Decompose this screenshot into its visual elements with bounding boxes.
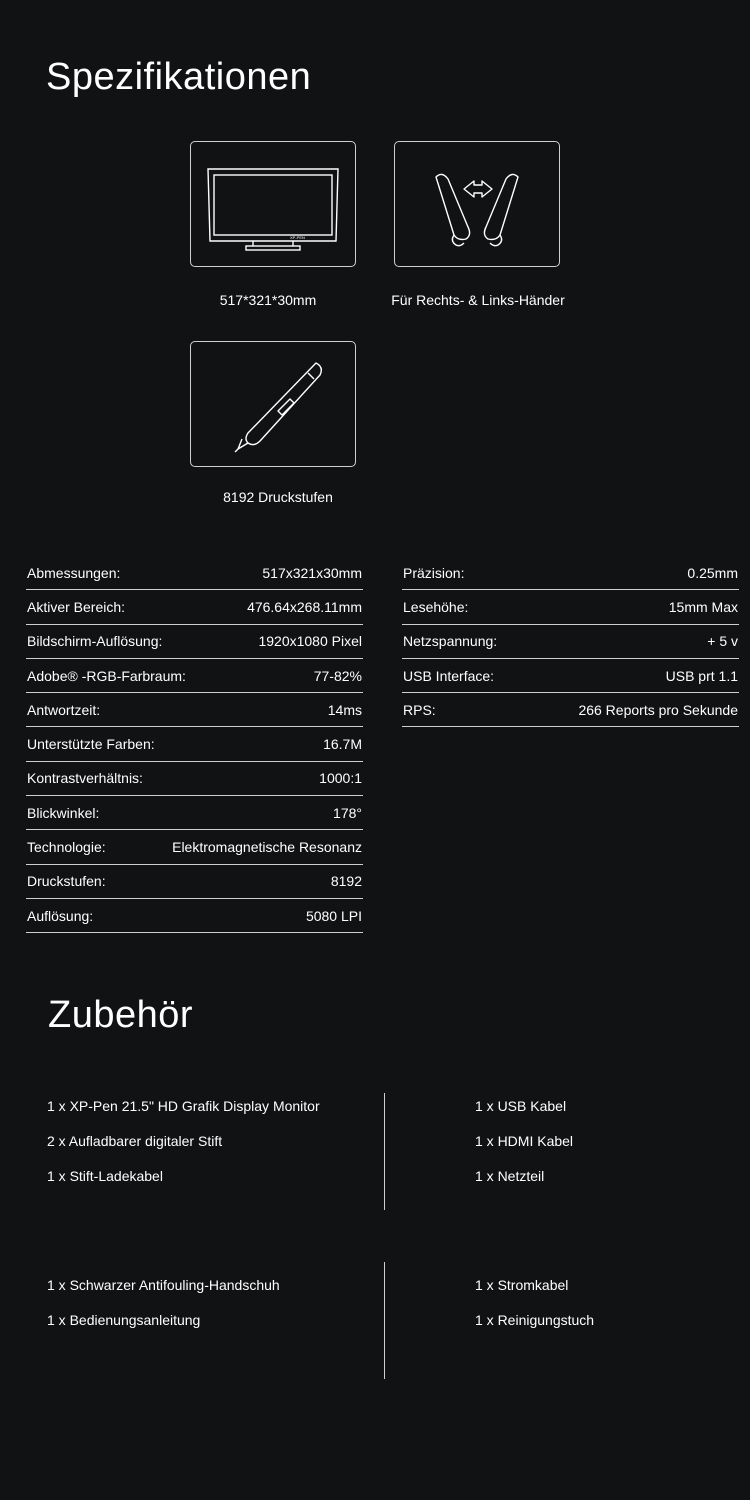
spec-table-right — [402, 556, 739, 727]
spec-value: 1000:1 — [319, 770, 362, 787]
spec-value: 5080 LPI — [305, 907, 362, 924]
spec-value: 14ms — [327, 701, 362, 718]
page-title: Spezifikationen — [46, 56, 312, 98]
accessories-list-left-1 — [47, 1094, 320, 1199]
feature-caption-handedness: Für Rechts- & Links-Händer — [391, 292, 565, 308]
left-right-hand-icon — [402, 149, 552, 259]
accessories-list-right-2 — [475, 1273, 594, 1343]
spec-table-left — [26, 556, 363, 933]
spec-value: 1920x1080 Pixel — [258, 633, 362, 650]
spec-row — [26, 865, 363, 899]
feature-card-dimensions — [190, 141, 356, 267]
spec-value: USB prt 1.1 — [665, 667, 738, 684]
spec-value: 476.64x268.11mm — [247, 598, 362, 615]
spec-row — [402, 556, 739, 590]
spec-label: Netzspannung: — [403, 633, 498, 650]
spec-label: RPS: — [403, 701, 436, 718]
spec-label: Unterstützte Farben: — [27, 736, 155, 753]
spec-label: Abmessungen: — [27, 564, 121, 581]
spec-row — [26, 625, 363, 659]
spec-label: Bildschirm-Auflösung: — [27, 633, 163, 650]
spec-row — [26, 659, 363, 693]
spec-row — [402, 590, 739, 624]
spec-label: Technologie: — [27, 839, 106, 856]
list-item: 1 x Schwarzer Antifouling-Handschuh — [47, 1277, 280, 1293]
spec-label: Adobe® -RGB-Farbraum: — [27, 667, 186, 684]
spec-value: 8192 — [330, 873, 362, 890]
spec-row — [26, 693, 363, 727]
feature-caption-dimensions: 517*321*30mm — [219, 292, 317, 308]
spec-row — [26, 590, 363, 624]
spec-value: Elektromagnetische Resonanz — [172, 839, 362, 856]
list-item: 1 x Stromkabel — [475, 1277, 569, 1293]
spec-row — [402, 625, 739, 659]
list-item: 1 x Netzteil — [475, 1168, 545, 1184]
spec-value: + 5 v — [707, 633, 738, 650]
spec-label: USB Interface: — [403, 667, 495, 684]
spec-value: 517x321x30mm — [262, 564, 362, 581]
spec-value: 15mm Max — [668, 598, 738, 615]
list-item: 1 x Bedienungsanleitung — [47, 1312, 201, 1328]
feature-card-pressure — [190, 341, 356, 467]
spec-row — [26, 830, 363, 864]
spec-value: 266 Reports pro Sekunde — [578, 701, 738, 718]
spec-label: Druckstufen: — [27, 873, 106, 890]
spec-row — [26, 762, 363, 796]
spec-row — [402, 693, 739, 727]
spec-label: Präzision: — [403, 564, 465, 581]
list-item: 1 x XP-Pen 21.5" HD Grafik Display Monitor — [47, 1098, 320, 1114]
spec-value: 16.7M — [323, 736, 362, 753]
accessories-title: Zubehör — [48, 994, 194, 1036]
spec-row — [26, 899, 363, 933]
pen-icon — [198, 349, 348, 459]
column-divider — [384, 1262, 385, 1379]
list-item: 1 x Stift-Ladekabel — [47, 1168, 163, 1184]
list-item: 1 x USB Kabel — [475, 1098, 567, 1114]
spec-value: 77-82% — [313, 667, 362, 684]
feature-card-handedness — [394, 141, 560, 267]
spec-row — [26, 727, 363, 761]
spec-value: 178° — [333, 804, 362, 821]
spec-value: 0.25mm — [687, 564, 738, 581]
spec-row — [26, 556, 363, 590]
spec-label: Blickwinkel: — [27, 804, 100, 821]
spec-label: Lesehöhe: — [403, 598, 469, 615]
spec-label: Kontrastverhältnis: — [27, 770, 143, 787]
list-item: 1 x Reinigungstuch — [475, 1312, 595, 1328]
feature-caption-pressure: 8192 Druckstufen — [223, 489, 333, 505]
svg-text:XP-PEN: XP-PEN — [290, 235, 305, 240]
list-item: 1 x HDMI Kabel — [475, 1133, 574, 1149]
spec-row — [402, 659, 739, 693]
accessories-list-left-2 — [47, 1273, 280, 1343]
monitor-icon — [198, 149, 348, 259]
list-item: 2 x Aufladbarer digitaler Stift — [47, 1133, 223, 1149]
column-divider — [384, 1093, 385, 1210]
spec-row — [26, 796, 363, 830]
accessories-list-right-1 — [475, 1094, 573, 1199]
spec-label: Aktiver Bereich: — [27, 598, 126, 615]
spec-label: Auflösung: — [27, 907, 94, 924]
spec-label: Antwortzeit: — [27, 701, 101, 718]
